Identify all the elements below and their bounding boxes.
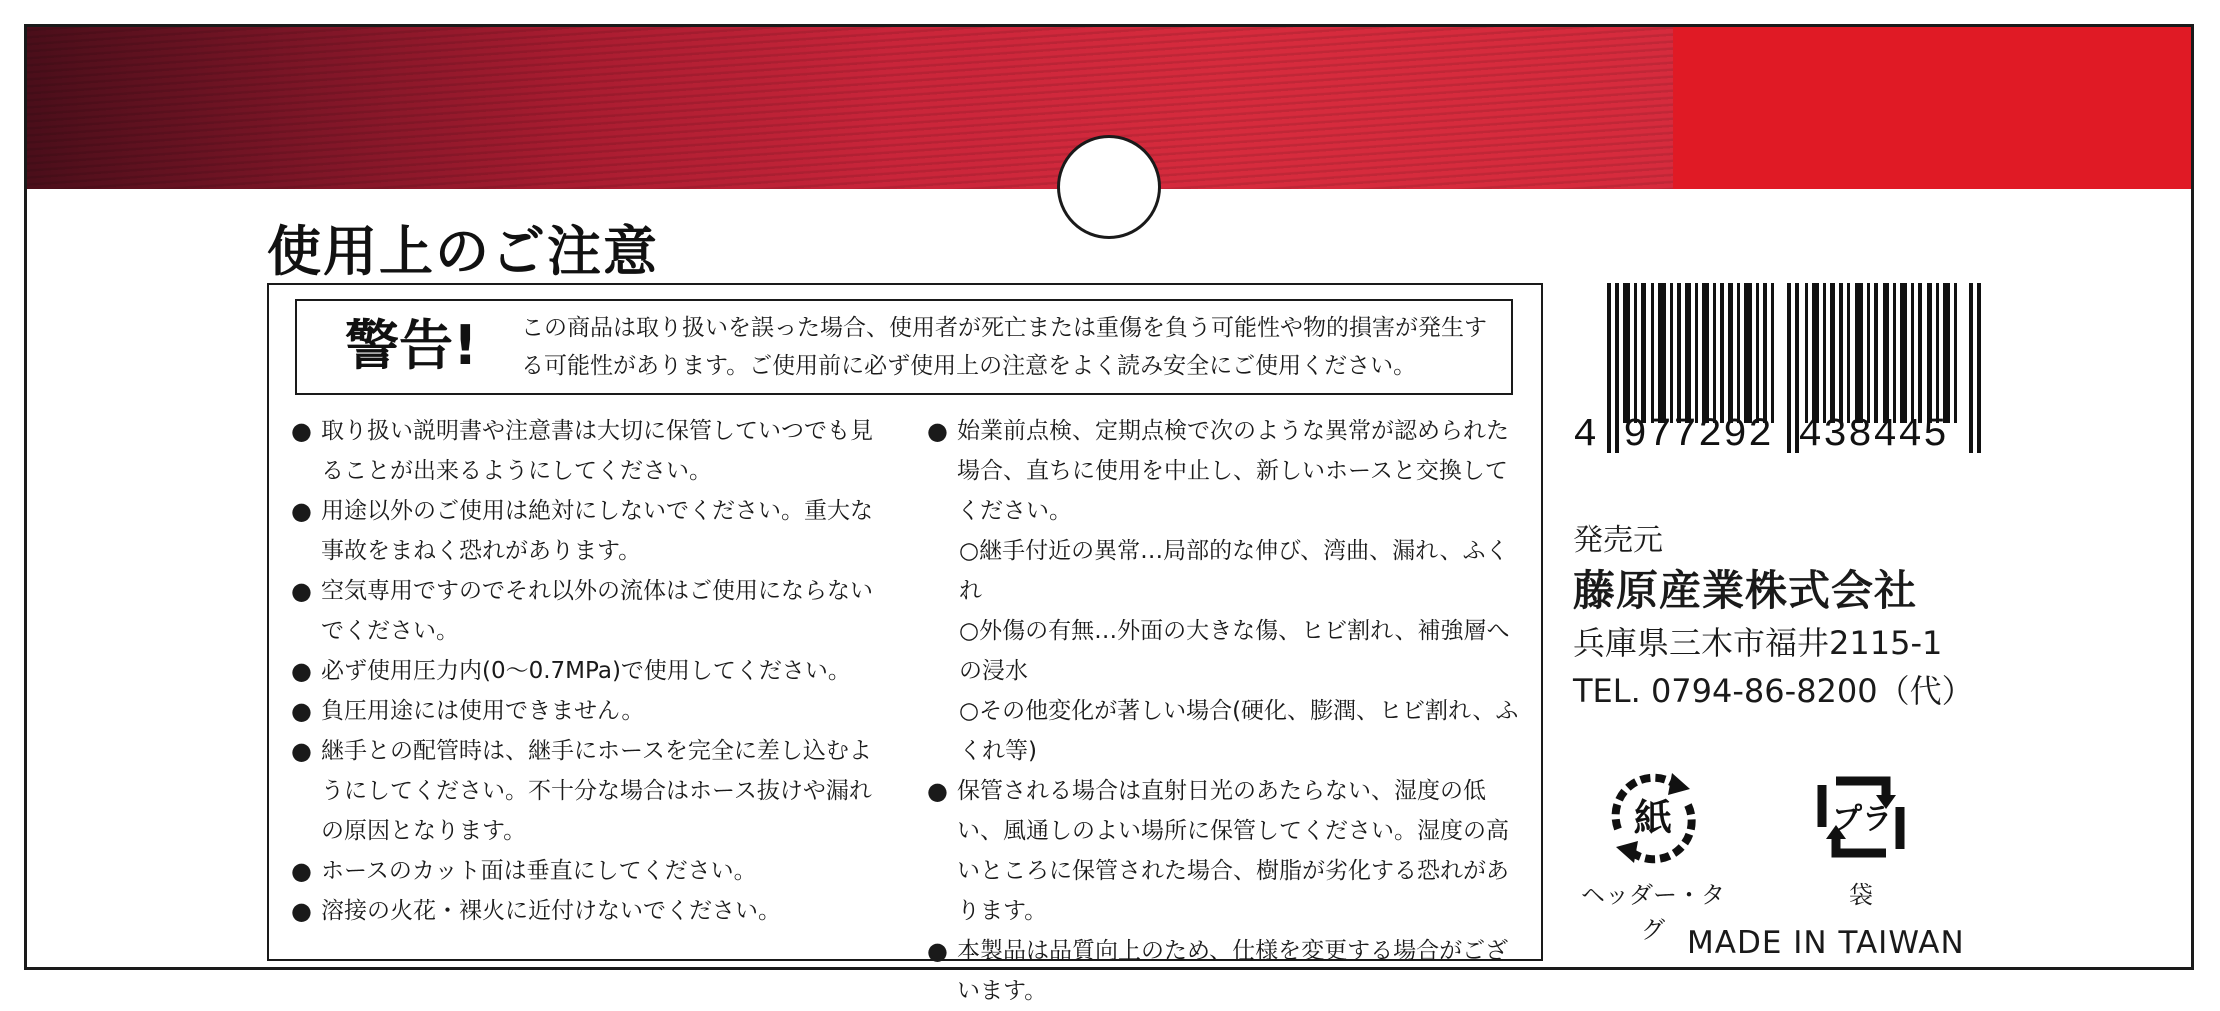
list-item: ● 始業前点検、定期点検で次のような異常が認められた場合、直ちに使用を中止し、新しいホースと交換してください。 [931,411,1521,531]
list-item: ● 用途以外のご使用は絶対にしないでください。重大な事故をまねく恐れがあります。 [295,491,891,571]
recycle-mark-text: 紙 [1633,796,1673,840]
seller-name: 藤原産業株式会社 [1573,566,1918,615]
left-caution-list [291,411,891,931]
bullet-icon: ● [291,497,312,525]
bullet-icon: ● [927,417,948,445]
seller-label: 発売元 [1573,523,1663,558]
paper-recycle-mark [1573,767,1733,945]
paper-recycle-icon [1598,767,1708,867]
list-item: ● 本製品は品質向上のため、仕様を変更する場合がございます。 [931,931,1521,1011]
plastic-recycle-mark [1781,767,1941,910]
page-title: 使用上のご注意 [267,220,659,283]
list-item: ● 保管される場合は直射日光のあたらない、湿度の低い、風通しのよい場所に保管してください。湿度の高いところに保管された場合、樹脂が劣化する恐れがあります。 [931,771,1521,931]
bullet-icon: ● [291,417,312,445]
warning-label: 警告! [345,314,478,377]
barcode-number: 4 977292 438445 [1573,413,1949,458]
list-item: ● ホースのカット面は垂直にしてください。 [295,851,891,891]
warning-row [295,299,1513,395]
bullet-icon: ● [291,657,312,685]
bullet-icon: ● [291,857,312,885]
list-item: ● 空気専用ですのでそれ以外の流体はご使用にならないでください。 [295,571,891,651]
recycle-mark-text: プラ [1832,802,1892,837]
header-banner-red-block [1673,27,2191,189]
sub-item: ○その他変化が著しい場合(硬化、膨潤、ヒビ割れ、ふくれ等) [959,698,1519,764]
sub-item: ○継手付近の異常…局部的な伸び、湾曲、漏れ、ふくれ [959,538,1509,604]
bullet-icon: ● [927,937,948,965]
package-back-panel [24,24,2194,1004]
warning-text: この商品は取り扱いを誤った場合、使用者が死亡または重傷を負う可能性や物的損害が発生する可能性があります。ご使用前に必ず使用上の注意をよく読み安全にご使用ください。 [521,315,1487,379]
seller-info [1573,519,1993,715]
list-item: ● 取り扱い説明書や注意書は大切に保管していつでも見ることが出来るようにしてください。 [295,411,891,491]
recycle-label: ヘッダー・タグ [1581,881,1725,944]
made-in-label: MADE IN TAIWAN [1687,925,1965,961]
list-item: ● 必ず使用圧力内(0〜0.7MPa)で使用してください。 [295,651,891,691]
seller-address: 兵庫県三木市福井2115-1 [1573,624,1943,662]
hang-hole [1057,135,1161,239]
plastic-recycle-icon [1806,767,1916,867]
bullet-icon: ● [291,897,312,925]
bullet-icon: ● [927,777,948,805]
list-item: ● 継手との配管時は、継手にホースを完全に差し込むようにしてください。不十分な場合はホース抜けや漏れの原因となります。 [295,731,891,851]
recycle-label: 袋 [1849,881,1873,909]
bullet-icon: ● [291,577,312,605]
sub-item: ○外傷の有無…外面の大きな傷、ヒビ割れ、補強層への浸水 [959,618,1510,684]
list-item: ● 負圧用途には使用できません。 [295,691,891,731]
seller-tel: TEL. 0794-86-8200（代） [1573,672,1974,710]
list-item: ● 溶接の火花・裸火に近付けないでください。 [295,891,891,931]
bullet-icon: ● [291,737,312,765]
right-caution-list [927,411,1521,1011]
caution-box [267,283,1543,1004]
bullet-icon: ● [291,697,312,725]
